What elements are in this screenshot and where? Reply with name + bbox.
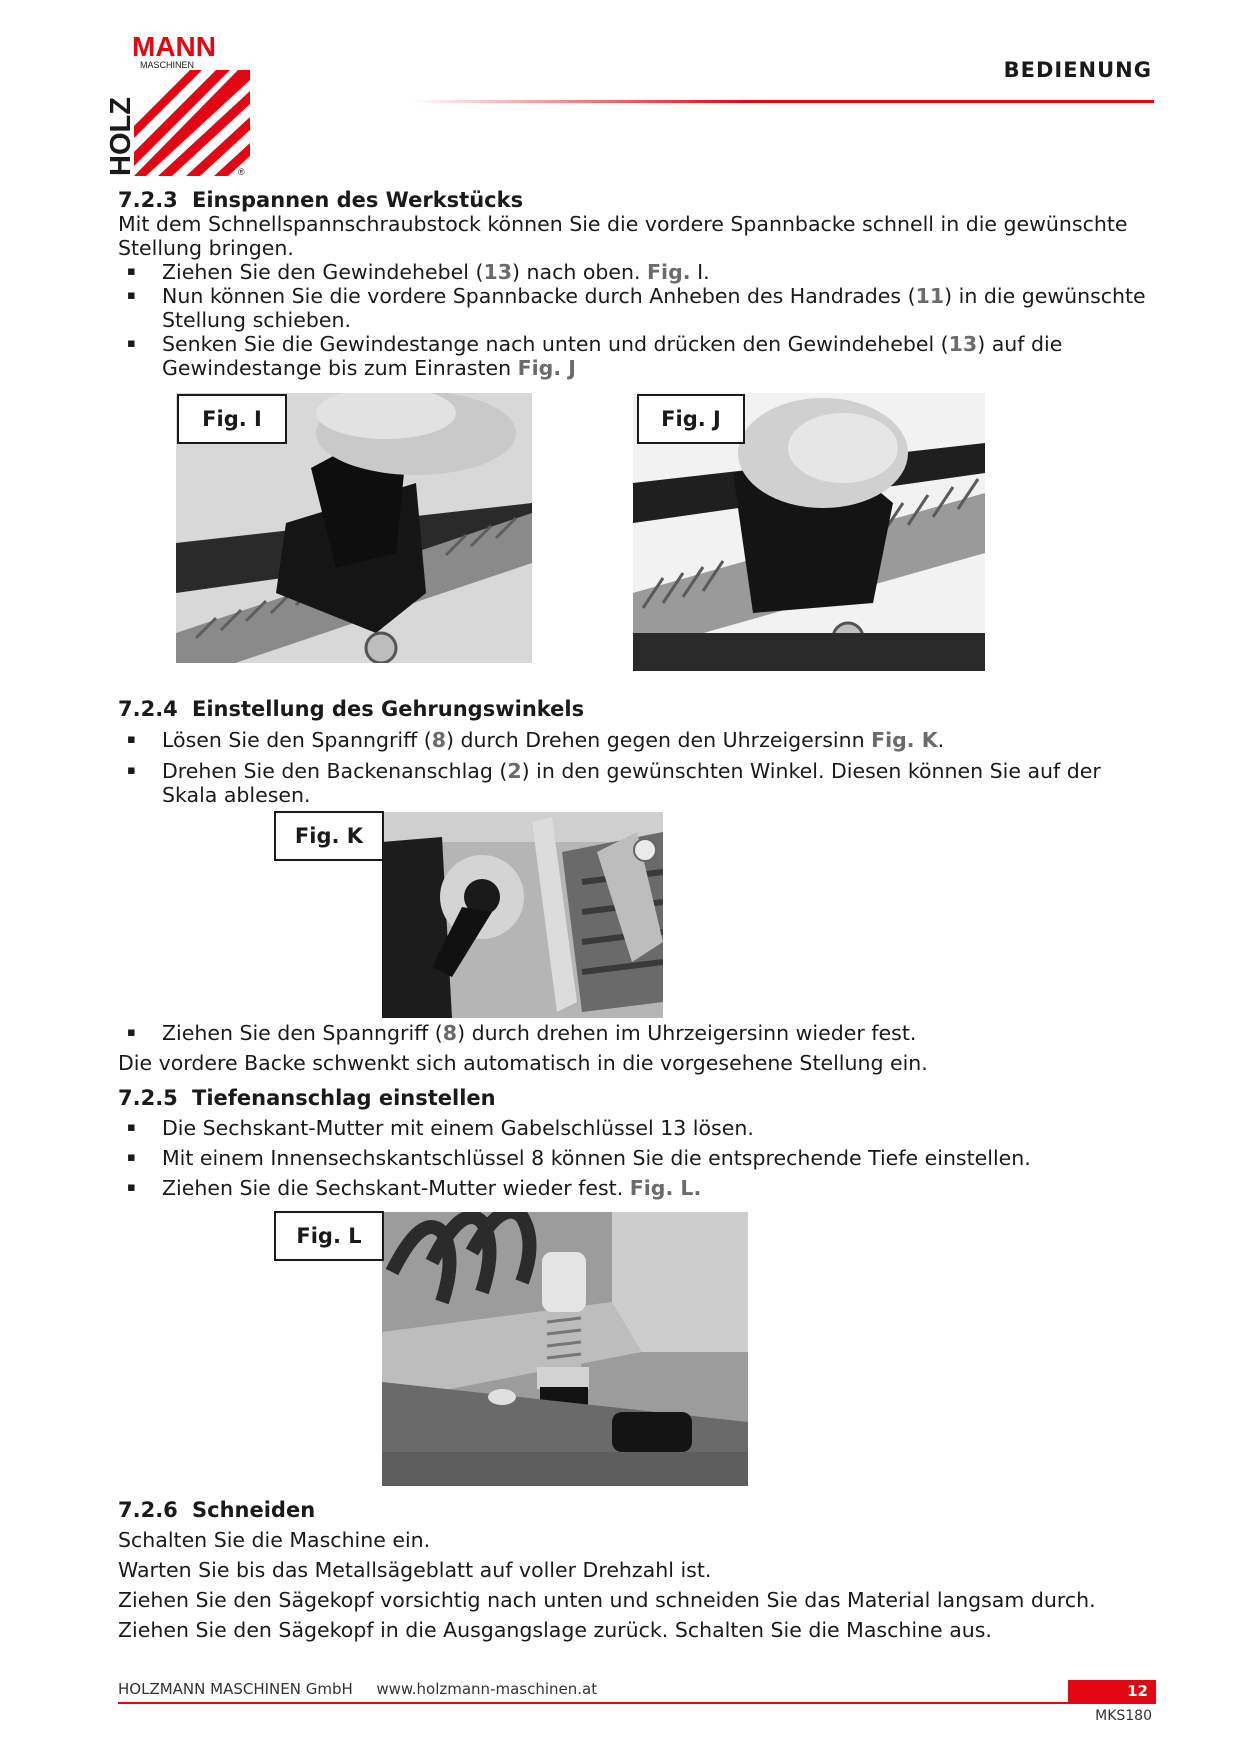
list-item-continuation: Stellung schieben. [162,308,351,332]
section-title: Einstellung des Gehrungswinkels [192,697,585,721]
list-item-continuation: Gewindestange bis zum Einrasten Fig. J [162,356,576,380]
list-item: ▪ Ziehen Sie die Sechskant-Mutter wieder fest. Fig. L. [127,1176,702,1200]
footer-divider [118,1702,1156,1704]
bullet-icon: ▪ [127,732,136,747]
header-section-title: BEDIENUNG [1003,58,1152,82]
bullet-icon: ▪ [127,763,136,778]
figure-reference: Fig. [647,260,691,284]
section-number: 7.2.5 [118,1086,178,1110]
header-divider [410,100,1154,103]
footer-company: HOLZMANN MASCHINEN GmbH [118,1680,353,1698]
section-title: Tiefenanschlag einstellen [192,1086,496,1110]
heading-7-2-3 [118,188,523,212]
heading-7-2-5 [118,1086,496,1110]
paragraph-7-2-4-outro: Die vordere Backe schwenkt sich automatisch in die vorgesehene Stellung ein. [118,1051,928,1075]
paragraph-7-2-3-intro-line-1: Mit dem Schnellspannschraubstock können Sie die vordere Spannbacke schnell in die gewünschte [118,212,1128,236]
logo-mann-text: MANN [132,34,216,62]
paragraph-line: Ziehen Sie den Sägekopf vorsichtig nach unten und schneiden Sie das Material langsam durch. [118,1588,1096,1612]
page-number: 12 [1068,1680,1156,1702]
footer-model: MKS180 [1095,1708,1152,1724]
figure-k-label: Fig. K [274,811,384,861]
logo-holz-text: HOLZ [108,97,137,176]
figure-j-label: Fig. J [637,394,745,444]
bullet-icon: ▪ [127,1180,136,1195]
list-item: ▪ Senken Sie die Gewindestange nach unten und drücken den Gewindehebel (13) auf die [127,332,1063,356]
bullet-icon: ▪ [127,1025,136,1040]
list-item-continuation: Skala ablesen. [162,783,311,807]
section-number: 7.2.4 [118,697,178,721]
bullet-icon: ▪ [127,336,136,351]
figure-reference: Fig. L. [629,1176,702,1200]
logo-registered-mark: ® [238,167,245,176]
section-title: Einspannen des Werkstücks [192,188,524,212]
logo-maschinen-text: MASCHINEN [140,60,195,70]
footer-text [118,1680,597,1698]
bullet-icon: ▪ [127,1120,136,1135]
holzmann-logo [108,34,250,176]
heading-7-2-6 [118,1498,315,1522]
section-number: 7.2.3 [118,188,178,212]
figure-i-label: Fig. I [177,394,287,444]
list-item: ▪ Mit einem Innensechskantschlüssel 8 können Sie die entsprechende Tiefe einstellen. [127,1146,1031,1170]
paragraph-line: Warten Sie bis das Metallsägeblatt auf voller Drehzahl ist. [118,1558,712,1582]
paragraph-line: Ziehen Sie den Sägekopf in die Ausgangslage zurück. Schalten Sie die Maschine aus. [118,1618,992,1642]
list-item: ▪ Ziehen Sie den Gewindehebel (13) nach oben. Fig. I. [127,260,710,284]
footer-url[interactable]: www.holzmann-maschinen.at [376,1680,598,1698]
list-item: ▪ Nun können Sie die vordere Spannbacke durch Anheben des Handrades (11) in die gewünschte [127,284,1146,308]
figure-k-photo [382,812,663,1018]
paragraph-line: Schalten Sie die Maschine ein. [118,1528,431,1552]
list-item: ▪ Drehen Sie den Backenanschlag (2) in den gewünschten Winkel. Diesen können Sie auf der [127,759,1101,783]
list-item: ▪ Ziehen Sie den Spanngriff (8) durch drehen im Uhrzeigersinn wieder fest. [127,1021,917,1045]
figure-reference: Fig. J [517,356,576,380]
figure-l-photo [382,1212,748,1486]
bullet-icon: ▪ [127,1150,136,1165]
bullet-icon: ▪ [127,264,136,279]
figure-l-label: Fig. L [274,1211,384,1261]
section-number: 7.2.6 [118,1498,178,1522]
heading-7-2-4 [118,697,584,721]
bullet-icon: ▪ [127,288,136,303]
section-title: Schneiden [192,1498,316,1522]
list-item: ▪ Lösen Sie den Spanngriff (8) durch Drehen gegen den Uhrzeigersinn Fig. K. [127,728,945,752]
list-item: ▪ Die Sechskant-Mutter mit einem Gabelschlüssel 13 lösen. [127,1116,754,1140]
paragraph-7-2-3-intro-line-2: Stellung bringen. [118,236,294,260]
figure-reference: Fig. K [871,728,938,752]
